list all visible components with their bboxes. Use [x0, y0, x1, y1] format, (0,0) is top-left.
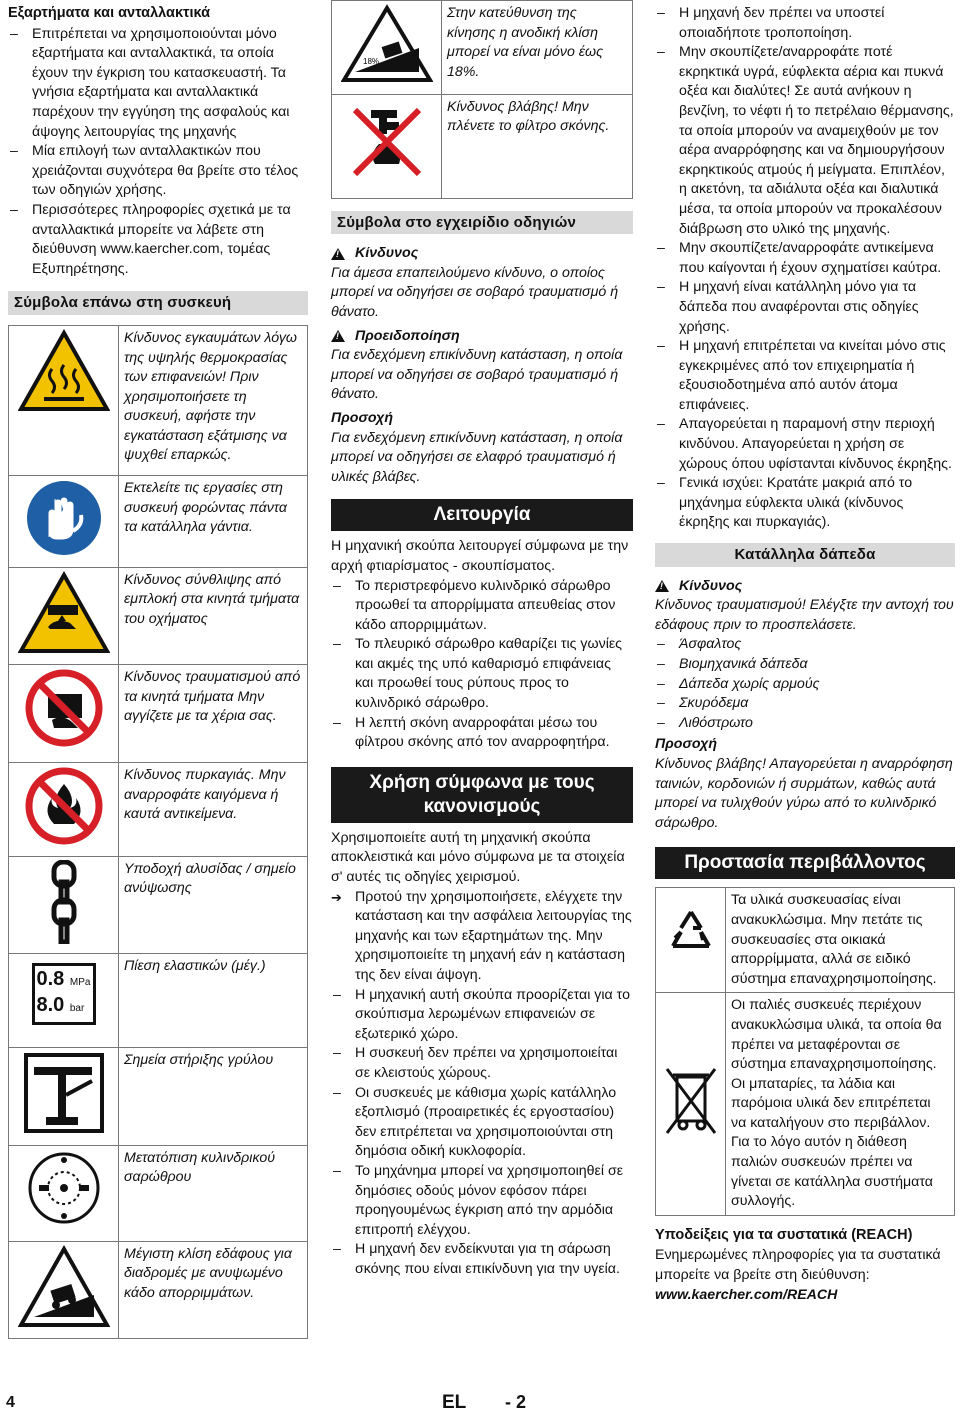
accessories-item-1: – Επιτρέπεται να χρησιμοποιούνται μόνο εξαρτήματα και ανταλλακτικά, τα οποία έχουν την έγκριση του κατασκευαστή. Τα γνήσια εξαρτήματα και ανταλλακτικά παρέχουν την εγγύηση της ασφαλούς και άψογης λειτουργίας της μηχανής	[8, 25, 308, 143]
section-number: - 2	[505, 1392, 527, 1412]
table-row	[656, 993, 955, 1216]
hot-surface-text: Κίνδυνος εγκαυμάτων λόγω της υψηλής θερμοκρασίας των επιφανειών! Πριν χρησιμοποιήσετε τη συσκευή, αφήστε την εγκατάσταση εξάτμισης να ψυχθεί επαρκώς.	[119, 325, 308, 475]
floor-item: – Δάπεδα χωρίς αρμούς	[655, 675, 955, 695]
use-item-1: – Η μηχανή δεν πρέπει να υποστεί οποιαδήποτε τροποποίηση.	[655, 4, 955, 43]
warning-triangle-icon	[331, 248, 345, 260]
pressure-bar-unit: bar	[69, 1003, 85, 1015]
proper-use-item-2: – Η συσκευή δεν πρέπει να χρησιμοποιείται σε κλειστούς χώρους.	[331, 1044, 633, 1083]
table-row	[332, 1, 633, 95]
operation-item-1: – Το περιστρεφόμενο κυλινδρικό σάρωθρο προωθεί τα απορρίμματα απευθείας στον κάδο απορριμμάτων.	[331, 577, 633, 636]
reach-text: Ενημερωμένες πληροφορίες για τα συστατικά μπορείτε να βρείτε στη διεύθυνση:	[655, 1247, 941, 1284]
gloves-icon	[9, 475, 119, 567]
table-row	[9, 763, 308, 857]
use-item-7: – Γενικά ισχύει: Κρατάτε μακριά από το μηχάνημα εύφλεκτα υλικά (κίνδυνος έκρηξης και πυρκαγιάς).	[655, 474, 955, 533]
environment-table	[655, 887, 955, 1216]
floor-item: – Άσφαλτος	[655, 635, 955, 655]
page-number: 4	[6, 1394, 15, 1411]
operation-item-2: – Το πλευρικό σάρωθρο καθαρίζει τις γωνίες και ακμές της υπό καθαρισμό επιφάνειας και προωθεί τους ρύπους προς το κυλινδρικό σάρωθρο.	[331, 635, 633, 713]
table-row	[9, 665, 308, 763]
floor-item: – Σκυρόδεμα	[655, 694, 955, 714]
pressure-mpa-unit: MPa	[69, 977, 91, 989]
device-symbols-table	[8, 325, 308, 1340]
gloves-text: Εκτελείτε τις εργασίες στη συσκευή φορώντας πάντα τα κατάλληλα γάντια.	[119, 475, 308, 567]
page-footer	[0, 1393, 960, 1415]
column-1	[8, 4, 308, 1339]
operation-intro: Η μηχανική σκούπα λειτουργεί σύμφωνα με την αρχή φτιαρίσματος - σκουπίσματος.	[331, 538, 629, 574]
table-row	[9, 856, 308, 954]
fire-hazard-icon	[9, 763, 119, 857]
floors-caution-label: Προσοχή	[655, 736, 717, 753]
proper-use-item-1: – Η μηχανική αυτή σκούπα προορίζεται για το σκούπισμα λερωμένων επιφανειών σε εξωτερικό χώρο.	[331, 986, 633, 1045]
floor-item: – Λιθόστρωτο	[655, 714, 955, 734]
use-item-3: – Μην σκουπίζετε/αναρροφάτε αντικείμενα που καίγονται ή έχουν σχηματίσει καύτρα.	[655, 239, 955, 278]
slope-badge: 18%	[362, 57, 379, 66]
table-row	[9, 954, 308, 1048]
table-row	[9, 325, 308, 475]
table-row	[9, 567, 308, 665]
proper-use-arrow-item: ➔ Προτού την χρησιμοποιήσετε, ελέγχετε την κατάσταση και την ασφάλεια λειτουργίας της μηχανής και των εξαρτημάτων της. Μην χρησιμοποιείτε τη μηχανή εάν η κατάσταση της δεν είναι άψογη.	[331, 888, 633, 986]
chain-text: Υποδοχή αλυσίδας / σημείο ανύψωσης	[119, 856, 308, 954]
danger-label: ! Κίνδυνος	[331, 244, 633, 264]
use-item-5: – Η μηχανή επιτρέπεται να κινείται μόνο στις εγκεκριμένες από τον επιχειρηματία ή εξουσιοδοτημένα από αυτόν άτομα επιφάνειες.	[655, 337, 955, 415]
crossed-bin-icon	[656, 993, 726, 1216]
chain-icon	[9, 856, 119, 954]
caution-text: Για ενδεχόμενη επικίνδυνη κατάσταση, η οποία μπορεί να οδηγήσει σε ελαφρό τραυματισμό ή υλικές βλάβες.	[331, 429, 623, 485]
pressure-mpa-value: 0.8	[36, 968, 65, 991]
warning-triangle-icon	[331, 330, 345, 342]
table-row	[9, 1145, 308, 1241]
no-wash-filter-icon	[332, 94, 442, 198]
environment-text-2: Οι παλιές συσκευές περιέχουν ανακυκλώσιμα υλικά, τα οποία θα πρέπει να μεταφέρονται σε σύστημα επαναχρησιμοποίησης. Οι μπαταρίες, τα λάδια και παρόμοια υλικά δεν επιτρέπεται να καταλήγουν στο περιβάλλον. Για το λόγο αυτόν η διάθεση παλιών συσκευών πρέπει να γίνεται σε κατάλληλα συστήματα συλλογής.	[726, 993, 955, 1216]
roller-adjust-icon	[9, 1145, 119, 1241]
reach-url[interactable]: www.kaercher.com/REACH	[655, 1286, 838, 1303]
recycle-icon	[656, 888, 726, 993]
floors-title: Κατάλληλα δάπεδα	[655, 543, 955, 567]
tyre-pressure-text: Πίεση ελαστικών (μέγ.)	[119, 954, 308, 1048]
table-row	[656, 888, 955, 993]
use-item-4: – Η μηχανή είναι κατάλληλη μόνο για τα δάπεδα που αναφέρονται στις οδηγίες χρήσης.	[655, 278, 955, 337]
column-3	[655, 4, 955, 1305]
max-slope-text: Μέγιστη κλίση εδάφους για διαδρομές με ανυψωμένο κάδο απορριμμάτων.	[119, 1241, 308, 1339]
crush-hazard-icon	[9, 567, 119, 665]
tyre-pressure-icon	[9, 954, 119, 1048]
crush-hazard-text: Κίνδυνος σύνθλιψης από εμπλοκή στα κινητά τμήματα του οχήματος	[119, 567, 308, 665]
hot-surface-icon	[9, 325, 119, 475]
table-row	[9, 1241, 308, 1339]
proper-use-item-4: – Το μηχάνημα μπορεί να χρησιμοποιηθεί σε δημόσιες οδούς μόνον εφόσον πάρει προηγουμένως έγκριση από την αρμόδια επιτροπή ελέγχου.	[331, 1162, 633, 1240]
slope-limit-text: Στην κατεύθυνση της κίνησης η ανοδική κλίση μπορεί να είναι μόνο έως 18%.	[442, 1, 633, 95]
no-touch-icon	[9, 665, 119, 763]
roller-adjust-text: Μετατόπιση κυλινδρικού σαρώθρου	[119, 1145, 308, 1241]
accessories-item-3: – Περισσότερες πληροφορίες σχετικά με τα ανταλλακτικά μπορείτε να λάβετε στη διεύθυνση www.kaercher.com, τομέας Εξυπηρέτησης.	[8, 201, 308, 279]
danger-text: Για άμεσα επαπειλούμενο κίνδυνο, ο οποίος μπορεί να οδηγήσει σε σοβαρό τραυματισμό ή θάνατο.	[331, 264, 619, 320]
proper-use-item-3: – Οι συσκευές με κάθισμα χωρίς κατάλληλο εξοπλισμό (προαιρετικές ές εργοστασίου) δεν επιτρέπεται να χρησιμοποιούνται στη δημόσια οδική κυκλοφορία.	[331, 1084, 633, 1162]
reach-title: Υποδείξεις για τα συστατικά (REACH)	[655, 1226, 913, 1243]
floors-caution-text: Κίνδυνος βλάβης! Απαγορεύεται η αναρρόφηση ταινιών, κορδονιών ή συρμάτων, καθώς αυτά μπορεί να τυλιχθούν γύρω από το κυλινδρικό σάρωθρο.	[655, 755, 953, 831]
device-symbols-table-continued	[331, 0, 633, 199]
jack-point-text: Σημεία στήριξης γρύλου	[119, 1048, 308, 1146]
device-symbols-title: Σύμβολα επάνω στη συσκευή	[8, 291, 308, 315]
table-row	[332, 94, 633, 198]
pressure-bar-value: 8.0	[36, 994, 65, 1017]
use-item-2: – Μην σκουπίζετε/αναρροφάτε ποτέ εκρηκτικά υγρά, εύφλεκτα αέρια και πυκνά οξέα και διαλύτες! Σε αυτά ανήκουν η βενζίνη, το νέφτι ή το πετρέλαιο θέρμανσης, τα οποία μπορούν να αναμειχθούν με τον αέρα αναρρόφησης και να δημιουργήσουν εκρηκτικούς ατμούς ή μείγματα. Επιπλέον, η ακετόνη, τα αδιάλυτα οξέα και διαλυτικά μέσα, τα οποία μπορούν να προκαλέσουν διάβρωση στο υλικό της μηχανής.	[655, 43, 955, 239]
caution-label: Προσοχή	[331, 409, 393, 426]
proper-use-title: Χρήση σύμφωνα με τους κανονισμούς	[331, 767, 633, 823]
environment-title: Προστασία περιβάλλοντος	[655, 847, 955, 879]
floors-danger-text: Κίνδυνος τραυματισμού! Ελέγξτε την αντοχή του εδάφους πριν το προσπελάσετε.	[655, 597, 954, 633]
jack-point-icon	[9, 1048, 119, 1146]
accessories-item-2: – Μία επιλογή των ανταλλακτικών που χρειάζονται συχνότερα θα βρείτε στο τέλος των οδηγιών χρήσης.	[8, 142, 308, 201]
max-slope-icon	[9, 1241, 119, 1339]
fire-hazard-text: Κίνδυνος πυρκαγιάς. Μην αναρροφάτε καιγόμενα ή καυτά αντικείμενα.	[119, 763, 308, 857]
floors-danger-label: ! Κίνδυνος	[655, 577, 955, 597]
proper-use-item-5: – Η μηχανή δεν ενδείκνυται για τη σάρωση σκόνης που είναι επικίνδυνη για την υγεία.	[331, 1240, 633, 1279]
warning-triangle-icon	[655, 580, 669, 592]
table-row	[9, 475, 308, 567]
table-row	[9, 1048, 308, 1146]
warning-text: Για ενδεχόμενη επικίνδυνη κατάσταση, η οποία μπορεί να οδηγήσει σε σοβαρό τραυματισμό ή θάνατο.	[331, 347, 623, 403]
no-touch-text: Κίνδυνος τραυματισμού από τα κινητά τμήματα Μην αγγίζετε με τα χέρια σας.	[119, 665, 308, 763]
language-code: EL	[442, 1392, 467, 1413]
slope-limit-icon	[332, 1, 442, 95]
no-wash-filter-text: Κίνδυνος βλάβης! Μην πλένετε το φίλτρο σκόνης.	[442, 94, 633, 198]
proper-use-intro: Χρησιμοποιείτε αυτή τη μηχανική σκούπα αποκλειστικά και μόνο σύμφωνα με τα στοιχεία σ' αυτές τις οδηγίες χειρισμού.	[331, 829, 625, 886]
column-2	[331, 4, 633, 1280]
warning-label: ! Προειδοποίηση	[331, 327, 633, 347]
manual-symbols-title: Σύμβολα στο εγχειρίδιο οδηγιών	[331, 211, 633, 235]
operation-item-3: – Η λεπτή σκόνη αναρροφάται μέσω του φίλτρου σκόνης από τον αναρροφητήρα.	[331, 714, 633, 753]
use-item-6: – Απαγορεύεται η παραμονή στην περιοχή κινδύνου. Απαγορεύεται η χρήση σε χώρους όπου υφίστανται κίνδυνος έκρηξης.	[655, 415, 955, 474]
floor-item: – Βιομηχανικά δάπεδα	[655, 655, 955, 675]
environment-text-1: Τα υλικά συσκευασίας είναι ανακυκλώσιμα. Μην πετάτε τις συσκευασίες στα οικιακά απορρίμματα, αλλά σε ειδικό σύστημα επαναχρησιμοποίησης.	[726, 888, 955, 993]
operation-title: Λειτουργία	[331, 499, 633, 531]
accessories-title: Εξαρτήματα και ανταλλακτικά	[8, 5, 211, 21]
